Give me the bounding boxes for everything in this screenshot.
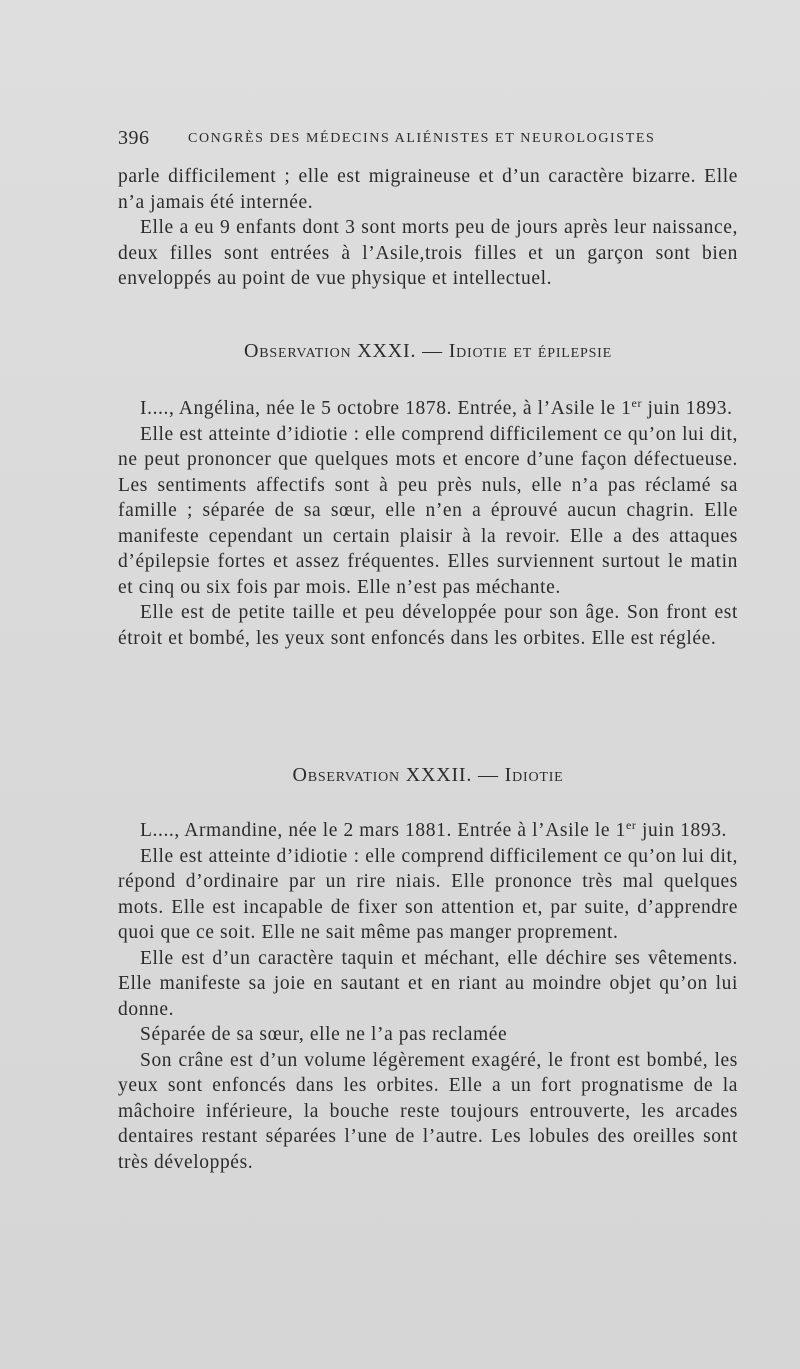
observation-31-entry-end: juin 1893. [642, 398, 733, 419]
observation-number: XXXII. [405, 764, 473, 786]
observation-label: Observation [244, 340, 352, 362]
observation-32-paragraph-2: Elle est atteinte d’idiotie : elle comprend difficilement ce qu’on lui dit, répond d’ordinaire par un rire niais. Elle prononce très mal quelques mots. Elle est incapable de fixer son attention et, par suite, d’apprendre quoi que ce soit. Elle ne sait même pas manger proprement. [118, 845, 738, 943]
intro-paragraph-1: parle difficilement ; elle est migraineuse et d’un caractère bizarre. Elle n’a jamais été internée. [118, 166, 738, 213]
observation-32-paragraph-5: Son crâne est d’un volume légèrement exagéré, le front est bombé, les yeux sont enfoncés dans les orbites. Elle a un fort prognatisme de la mâchoire inférieure, la bouche reste toujours entrouverte, les arcades dentaires restant séparées l’une de l’autre. Les lobules des oreilles sont très développés. [118, 1049, 738, 1173]
observation-32-entry-end: juin 1893. [636, 820, 728, 841]
observation-subject: Idiotie [504, 764, 564, 786]
intro-text [118, 164, 738, 292]
observation-32-heading [118, 764, 738, 787]
ordinal-suffix: er [631, 396, 643, 410]
observation-32-entry: L...., Armandine, née le 2 mars 1881. Entrée à l’Asile le 1 [140, 820, 626, 841]
heading-dash: — [422, 340, 443, 362]
observation-31-entry: I...., Angélina, née le 5 octobre 1878. Entrée, à l’Asile le 1 [140, 398, 632, 419]
running-head-title: CONGRÈS DES MÉDECINS ALIÉNISTES ET NEUROLOGISTES [188, 131, 656, 146]
observation-32-paragraph-3: Elle est d’un caractère taquin et méchant, elle déchire ses vêtements. Elle manifeste sa joie en sautant et en riant au moindre objet qu’on lui donne. [118, 947, 738, 1020]
observation-31-paragraph-2: Elle est atteinte d’idiotie : elle comprend difficilement ce qu’on lui dit, ne peut prononcer que quelques mots et encore d’une façon défectueuse. Les sentiments affectifs sont à peu près nuls, elle n’a pas réclamé sa famille ; séparée de sa sœur, elle n’en a éprouvé aucun chagrin. Elle manifeste cependant un certain plaisir à la revoir. Elle a des attaques d’épilepsie fortes et assez fréquentes. Elles surviennent surtout le matin et cinq ou six fois par mois. Elle n’est pas méchante. [118, 423, 738, 598]
observation-32-text [118, 818, 738, 1175]
observation-number: XXXI. [357, 340, 417, 362]
intro-paragraph-2: Elle a eu 9 enfants dont 3 sont morts peu de jours après leur naissance, deux filles sont entrées à l’Asile,trois filles et un garçon sont bien enveloppés au point de vue physique et intellectuel. [118, 217, 738, 289]
observation-subject: Idiotie et épilepsie [448, 340, 612, 362]
observation-31-text [118, 396, 738, 651]
observation-31-paragraph-1 [118, 396, 738, 422]
observation-32-paragraph-1 [118, 818, 738, 844]
ordinal-suffix: er [625, 818, 637, 832]
observation-32-paragraph-4: Séparée de sa sœur, elle ne l’a pas reclamée [140, 1024, 508, 1045]
observation-label: Observation [292, 764, 400, 786]
observation-31-heading [118, 340, 738, 363]
page-number: 396 [118, 127, 150, 149]
heading-dash: — [477, 764, 499, 786]
running-head [118, 127, 738, 151]
observation-31-paragraph-3: Elle est de petite taille et peu développée pour son âge. Son front est étroit et bombé, les yeux sont enfoncés dans les orbites. Elle est réglée. [118, 602, 738, 649]
